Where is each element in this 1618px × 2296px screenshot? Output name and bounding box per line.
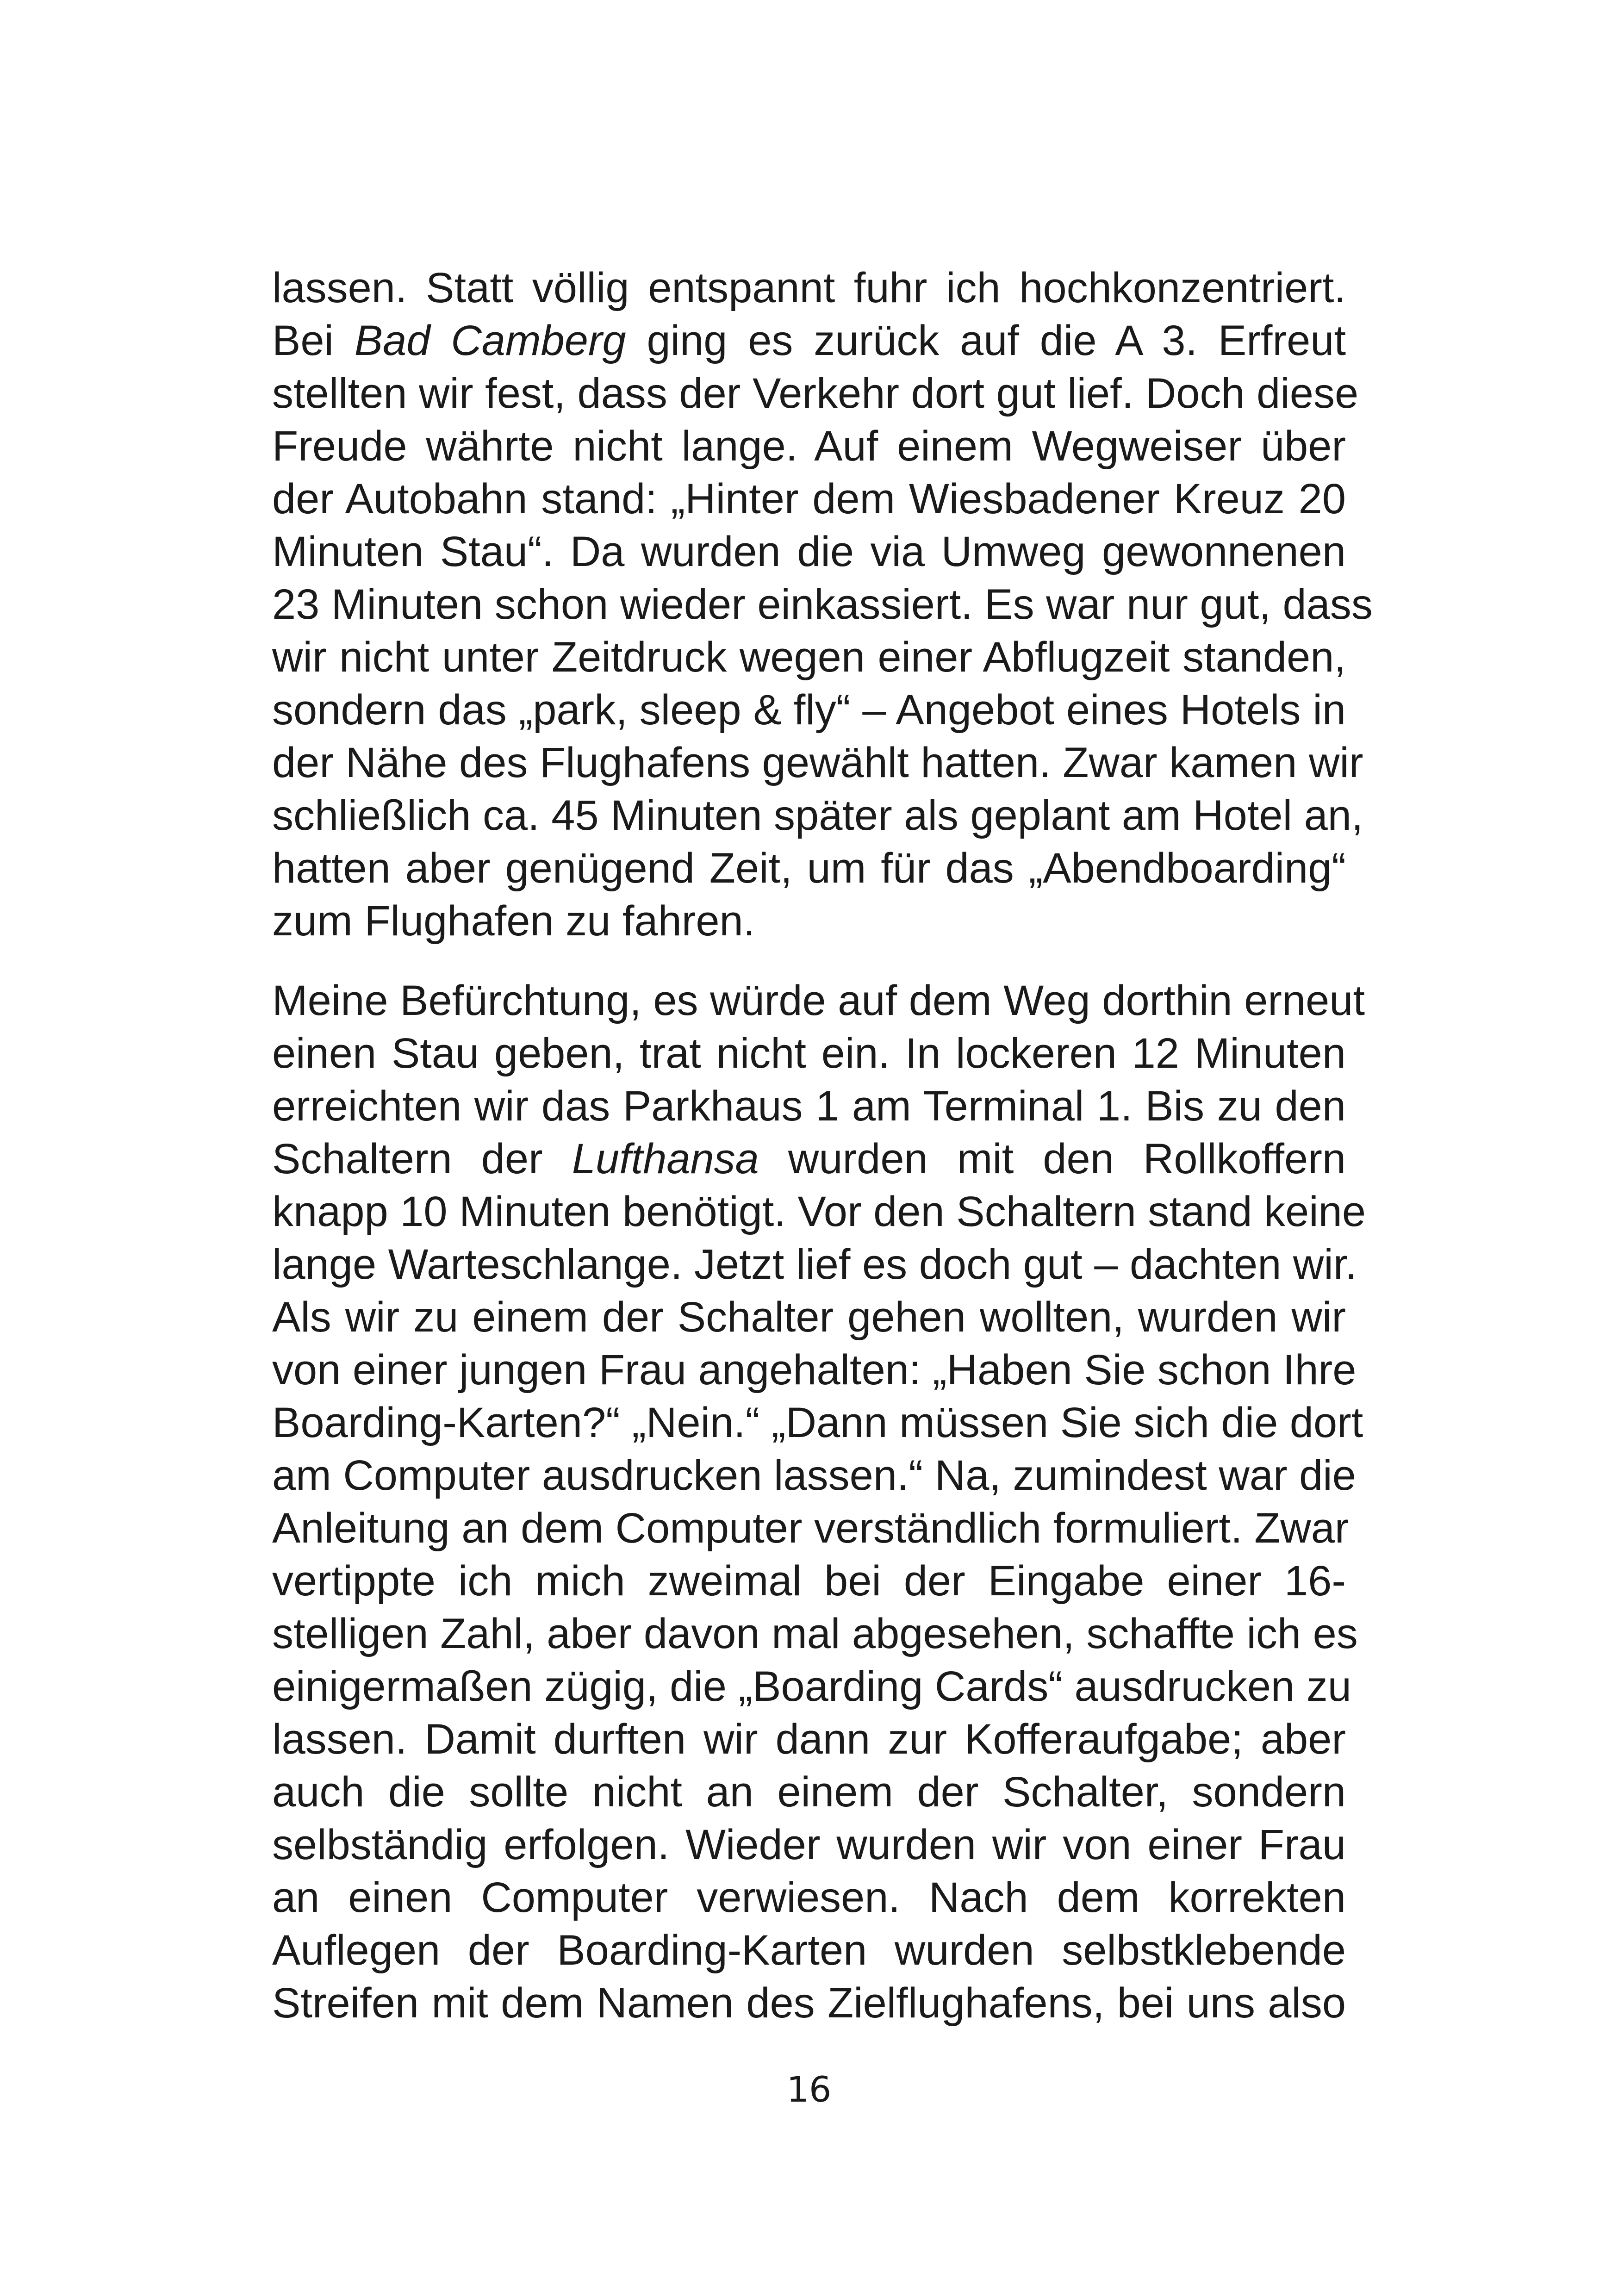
text-segment: stelligen Zahl, aber davon mal abgesehen, schaffte ich es xyxy=(272,1610,1358,1657)
text-segment: Anleitung an dem Computer verständlich formuliert. Zwar xyxy=(272,1505,1349,1552)
text-segment: von einer jungen Frau angehalten: „Haben Sie schon Ihre xyxy=(272,1346,1357,1394)
text-line xyxy=(272,1818,1346,1871)
text-segment: hatten aber genügend Zeit, um für das „Abendboarding“ xyxy=(272,845,1346,892)
text-segment: der Nähe des Flughafens gewählt hatten. Zwar kamen wir xyxy=(272,739,1363,786)
text-line xyxy=(272,1977,1346,2029)
text-line xyxy=(272,1607,1358,1660)
page-number: 16 xyxy=(786,2069,832,2110)
text-segment: wurden mit den Rollkoffern xyxy=(759,1135,1346,1182)
text-segment: einigermaßen zügig, die „Boarding Cards“ ausdrucken zu xyxy=(272,1663,1351,1710)
text-segment: ging es zurück auf die A 3. Erfreut xyxy=(626,317,1346,364)
text-line xyxy=(272,1185,1366,1238)
text-segment: knapp 10 Minuten benötigt. Vor den Schaltern stand keine xyxy=(272,1188,1366,1235)
text-segment: vertippte ich mich zweimal bei der Eingabe einer 16- xyxy=(272,1557,1346,1605)
text-segment: zum Flughafen zu fahren. xyxy=(272,897,755,945)
text-line xyxy=(272,1871,1346,1924)
text-segment: wir nicht unter Zeitdruck wegen einer Abflugzeit standen, xyxy=(272,634,1346,681)
text-segment: erreichten wir das Parkhaus 1 am Terminal 1. Bis zu den xyxy=(272,1083,1346,1130)
text-segment: Streifen mit dem Namen des Zielflughafens, bei uns also xyxy=(272,1979,1346,2027)
text-segment: Schaltern der xyxy=(272,1135,572,1182)
text-line xyxy=(272,1924,1346,1977)
text-line xyxy=(272,367,1359,420)
text-segment: Boarding-Karten?“ „Nein.“ „Dann müssen Sie sich die dort xyxy=(272,1399,1363,1446)
italic-text: Lufthansa xyxy=(572,1135,759,1182)
text-segment: Als wir zu einem der Schalter gehen wollten, wurden wir xyxy=(272,1294,1346,1341)
text-line xyxy=(272,1344,1357,1396)
text-segment: lassen. Statt völlig entspannt fuhr ich hochkonzentriert. xyxy=(272,264,1346,311)
text-segment: am Computer ausdrucken lassen.“ Na, zumindest war die xyxy=(272,1452,1356,1499)
italic-text: Bad Camberg xyxy=(354,317,626,364)
text-line xyxy=(272,1238,1357,1291)
text-segment: Minuten Stau“. Da wurden die via Umweg gewonnenen xyxy=(272,528,1346,575)
text-segment: Auflegen der Boarding-Karten wurden selbstklebende xyxy=(272,1927,1346,1974)
text-line xyxy=(272,314,1346,367)
text-line xyxy=(272,1713,1346,1766)
text-segment: Bei xyxy=(272,317,355,364)
paragraph xyxy=(272,261,1373,947)
paragraph xyxy=(272,974,1366,2029)
text-line xyxy=(272,842,1346,895)
text-segment: einen Stau geben, trat nicht ein. In lockeren 12 Minuten xyxy=(272,1030,1346,1077)
text-segment: Meine Befürchtung, es würde auf dem Weg dorthin erneut xyxy=(272,977,1365,1024)
text-segment: auch die sollte nicht an einem der Schalter, sondern xyxy=(272,1768,1346,1816)
text-line xyxy=(272,1396,1363,1449)
text-line xyxy=(272,1660,1351,1713)
text-segment: Freude währte nicht lange. Auf einem Wegweiser über xyxy=(272,423,1346,470)
text-segment: sondern das „park, sleep & fly“ – Angebot eines Hotels in xyxy=(272,686,1346,734)
text-line xyxy=(272,1080,1346,1132)
text-segment: stellten wir fest, dass der Verkehr dort gut lief. Doch diese xyxy=(272,370,1359,417)
text-line xyxy=(272,1555,1346,1607)
text-segment: 23 Minuten schon wieder einkassiert. Es war nur gut, dass xyxy=(272,581,1373,628)
text-line xyxy=(272,1502,1349,1555)
text-segment: lassen. Damit durften wir dann zur Kofferaufgabe; aber xyxy=(272,1716,1346,1763)
text-segment: lange Warteschlange. Jetzt lief es doch gut – dachten wir. xyxy=(272,1241,1357,1288)
text-line xyxy=(272,1449,1356,1502)
text-line xyxy=(272,473,1346,525)
text-segment: an einen Computer verwiesen. Nach dem korrekten xyxy=(272,1874,1346,1921)
text-line xyxy=(272,1291,1346,1344)
text-line xyxy=(272,631,1346,684)
page-body xyxy=(272,261,1373,2029)
text-line xyxy=(272,895,1346,947)
text-line xyxy=(272,789,1363,842)
text-line xyxy=(272,736,1363,789)
text-line xyxy=(272,684,1346,736)
text-segment: der Autobahn stand: „Hinter dem Wiesbadener Kreuz 20 xyxy=(272,475,1346,523)
text-line xyxy=(272,525,1346,578)
text-line xyxy=(272,1027,1346,1080)
text-segment: selbständig erfolgen. Wieder wurden wir von einer Frau xyxy=(272,1821,1346,1868)
text-line xyxy=(272,420,1346,473)
text-line xyxy=(272,1132,1346,1185)
text-line xyxy=(272,974,1365,1027)
text-line xyxy=(272,261,1346,314)
text-line xyxy=(272,578,1373,631)
text-line xyxy=(272,1766,1346,1818)
text-segment: schließlich ca. 45 Minuten später als geplant am Hotel an, xyxy=(272,792,1363,839)
